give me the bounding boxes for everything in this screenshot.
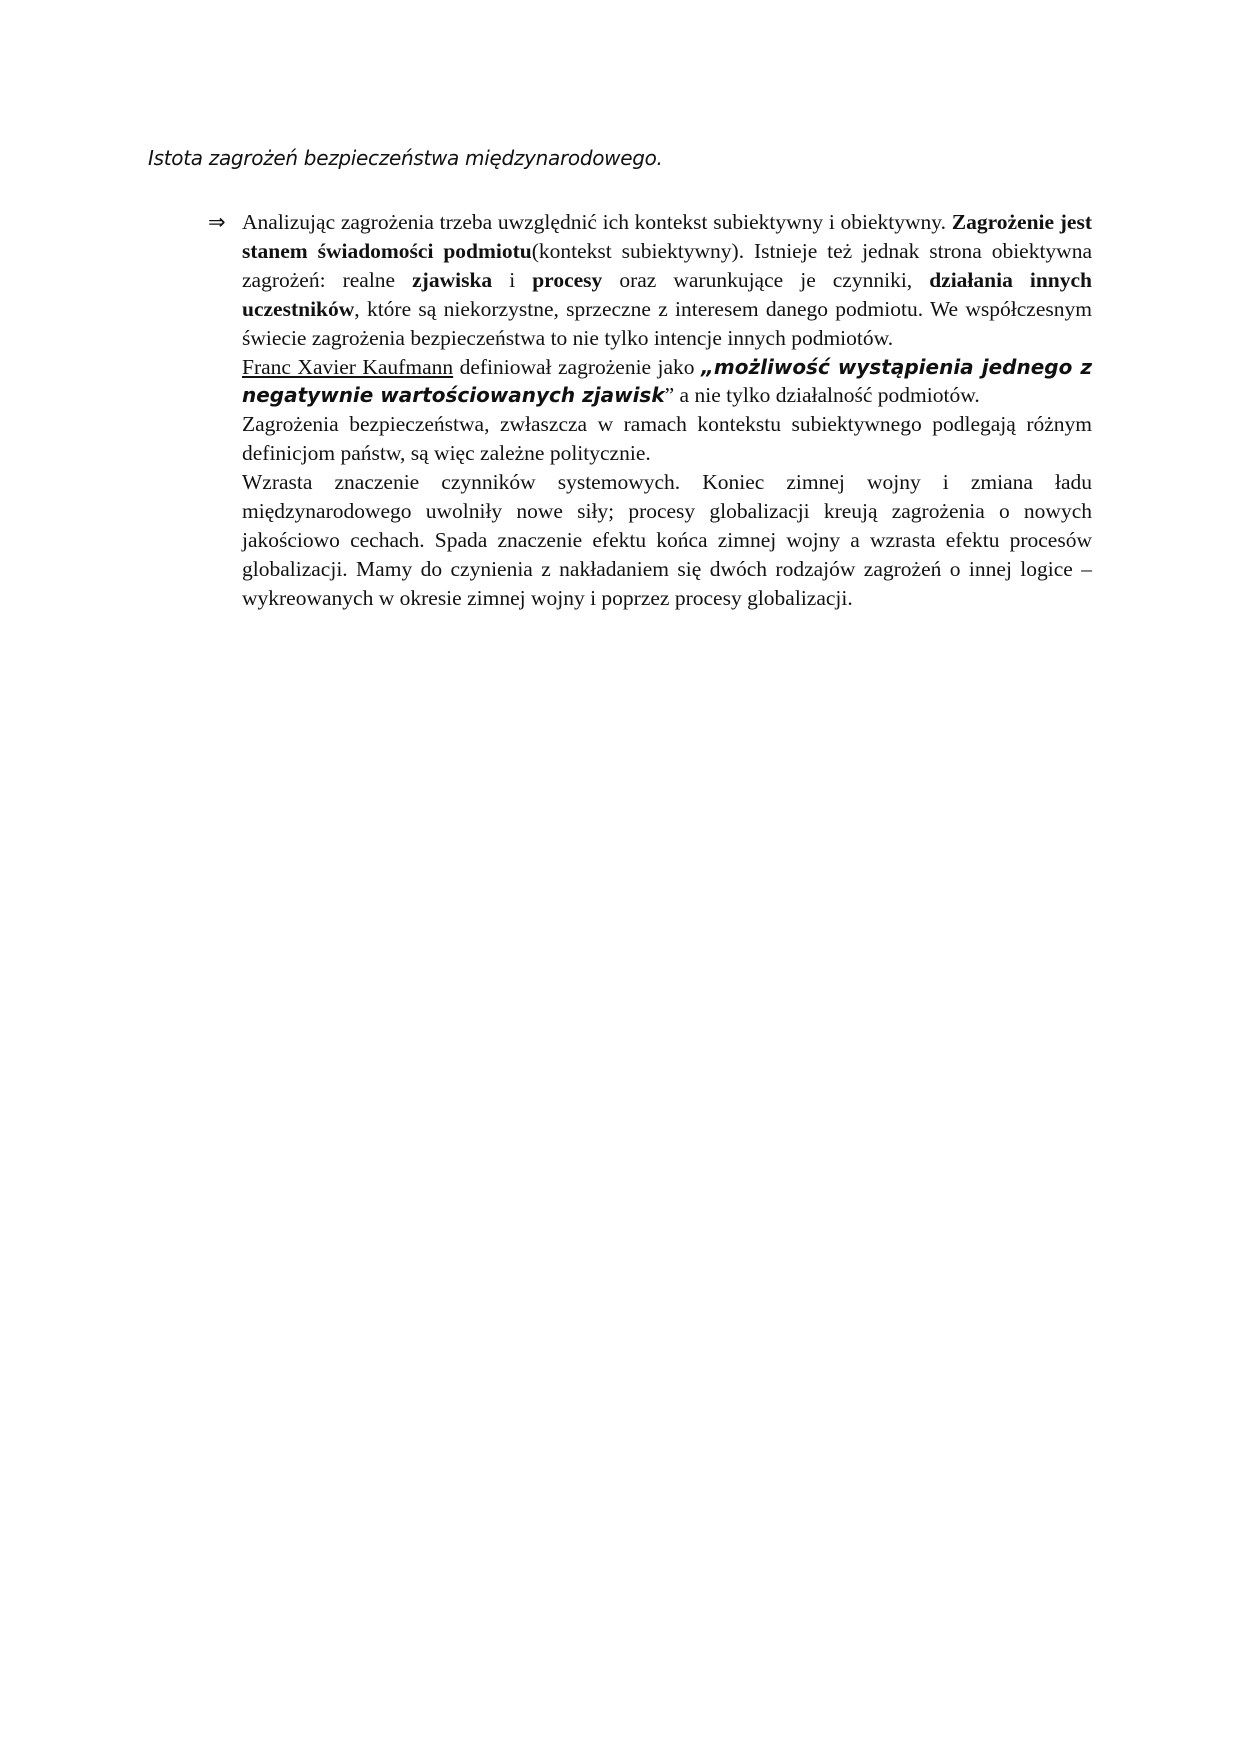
paragraph-definition-text-1: definiował zagrożenie jako	[453, 354, 702, 379]
paragraph-definition	[242, 353, 1092, 411]
paragraph-context-text-2: (kontekst subiektywny). Istnieje też jednak strona obiektywna zagrożeń: realne	[242, 238, 1093, 292]
document-title: Istota zagrożeń bezpieczeństwa międzynarodowego.	[148, 146, 663, 170]
paragraph-context-bold-3: procesy	[532, 267, 603, 292]
paragraph-context-text-1: Analizując zagrożenia trzeba uwzględnić ich kontekst subiektywny i obiektywny.	[242, 210, 952, 234]
document-body	[242, 208, 1092, 613]
rightwards-double-arrow-icon: ⇒	[208, 210, 226, 234]
paragraph-definition-text-2: ” a nie tylko działalność podmiotów.	[664, 383, 980, 408]
paragraph-context	[242, 208, 1092, 353]
paragraph-systemic-factors: Wzrasta znaczenie czynników systemowych. Koniec zimnej wojny i zmiana ładu międzynarodowego uwolniły nowe siły; procesy globalizacji kreują zagrożenia o nowych jakościowo cechach. Spada znaczenie efektu końca zimnej wojny a wzrasta efektu procesów globalizacji. Mamy do czynienia z nakładaniem się dwóch rodzajów zagrożeń o innej logice – wykreowanych w okresie zimnej wojny i poprzez procesy globalizacji.	[242, 470, 1092, 610]
paragraph-context-text-5: , które są niekorzystne, sprzeczne z interesem danego podmiotu. We współczesnym świecie zagrożenia bezpieczeństwa to nie tylko intencje innych podmiotów.	[242, 296, 1092, 350]
paragraph-context-bold-1: Zagrożenie jest stanem świadomości podmiotu	[242, 210, 1092, 263]
paragraph-context-bold-2: zjawiska	[412, 267, 493, 292]
paragraph-context-bold-4: działania innych uczestników	[242, 267, 1092, 321]
definition-quote: „możliwość wystąpienia jednego z negatywnie wartościowanych zjawisk	[242, 354, 1093, 408]
author-name: Franc Xavier Kaufmann	[242, 354, 454, 379]
paragraph-context-text-3: i	[492, 267, 533, 292]
paragraph-political: Zagrożenia bezpieczeństwa, zwłaszcza w ramach kontekstu subiektywnego podlegają różnym definicjom państw, są więc zależne politycznie.	[242, 412, 1092, 466]
paragraph-context-text-4: oraz warunkujące je czynniki,	[602, 267, 930, 292]
